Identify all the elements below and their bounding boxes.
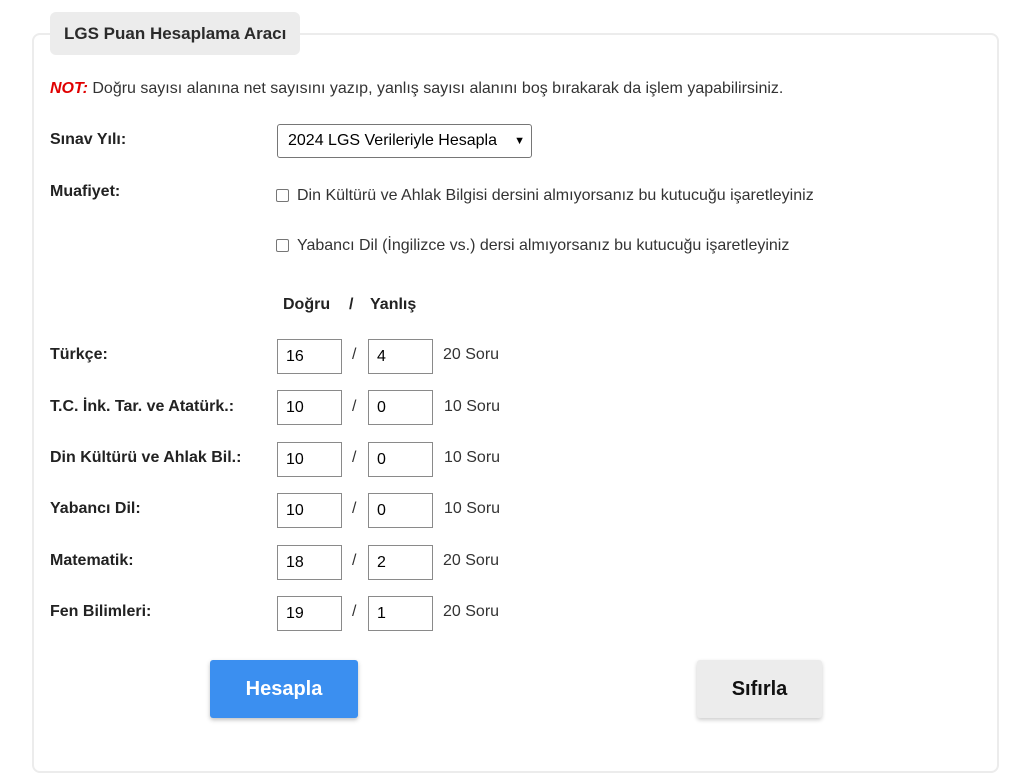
row-separator: / — [352, 449, 357, 466]
row-separator: / — [352, 398, 357, 415]
science-correct-input[interactable]: 19 — [277, 596, 342, 631]
chevron-down-icon: ▼ — [514, 135, 525, 147]
turkish-question-count: 20 Soru — [443, 346, 500, 363]
exam-year-select[interactable] — [277, 124, 532, 158]
row-separator: / — [352, 500, 357, 517]
row-separator: / — [352, 603, 357, 620]
row-separator: / — [352, 346, 357, 363]
exam-year-label: Sınav Yılı: — [50, 131, 127, 148]
note-prefix: NOT: — [50, 80, 88, 97]
math-correct-input[interactable]: 18 — [277, 545, 342, 580]
correct-header: Doğru — [283, 296, 331, 313]
turkish-wrong-input[interactable]: 4 — [368, 339, 433, 374]
subject-label-turkish: Türkçe: — [50, 346, 108, 363]
subject-label-history: T.C. İnk. Tar. ve Atatürk.: — [50, 398, 235, 415]
math-question-count: 20 Soru — [443, 552, 500, 569]
exemption-label: Muafiyet: — [50, 183, 121, 200]
header-separator: / — [349, 296, 354, 313]
history-question-count: 10 Soru — [444, 398, 501, 415]
wrong-header: Yanlış — [370, 296, 417, 313]
science-question-count: 20 Soru — [443, 603, 500, 620]
calculate-button[interactable]: Hesapla — [210, 660, 358, 718]
religion-exempt-checkbox[interactable] — [276, 189, 289, 202]
history-wrong-input[interactable]: 0 — [368, 390, 433, 425]
religion-question-count: 10 Soru — [444, 449, 501, 466]
subject-label-math: Matematik: — [50, 552, 134, 569]
exam-year-selected: 2024 LGS Verileriyle Hesapla — [288, 132, 498, 149]
panel-title: LGS Puan Hesaplama Aracı — [50, 12, 300, 55]
turkish-correct-input[interactable]: 16 — [277, 339, 342, 374]
note-body: Doğru sayısı alanına net sayısını yazıp, yanlış sayısı alanını boş bırakarak da işlem yapabilirsiniz. — [87, 80, 784, 97]
religion-wrong-input[interactable]: 0 — [368, 442, 433, 477]
math-wrong-input[interactable]: 2 — [368, 545, 433, 580]
religion-exempt-label: Din Kültürü ve Ahlak Bilgisi dersini almıyorsanız bu kutucuğu işaretleyiniz — [297, 187, 814, 204]
row-separator: / — [352, 552, 357, 569]
language-exempt-checkbox[interactable] — [276, 239, 289, 252]
reset-button[interactable]: Sıfırla — [697, 660, 822, 718]
note-text — [50, 80, 783, 98]
subject-label-science: Fen Bilimleri: — [50, 603, 152, 620]
subject-label-language: Yabancı Dil: — [50, 500, 141, 517]
language-wrong-input[interactable]: 0 — [368, 493, 433, 528]
science-wrong-input[interactable]: 1 — [368, 596, 433, 631]
language-correct-input[interactable]: 10 — [277, 493, 342, 528]
language-question-count: 10 Soru — [444, 500, 501, 517]
language-exempt-label: Yabancı Dil (İngilizce vs.) dersi almıyorsanız bu kutucuğu işaretleyiniz — [297, 237, 790, 254]
subject-label-religion: Din Kültürü ve Ahlak Bil.: — [50, 449, 242, 466]
history-correct-input[interactable]: 10 — [277, 390, 342, 425]
religion-correct-input[interactable]: 10 — [277, 442, 342, 477]
